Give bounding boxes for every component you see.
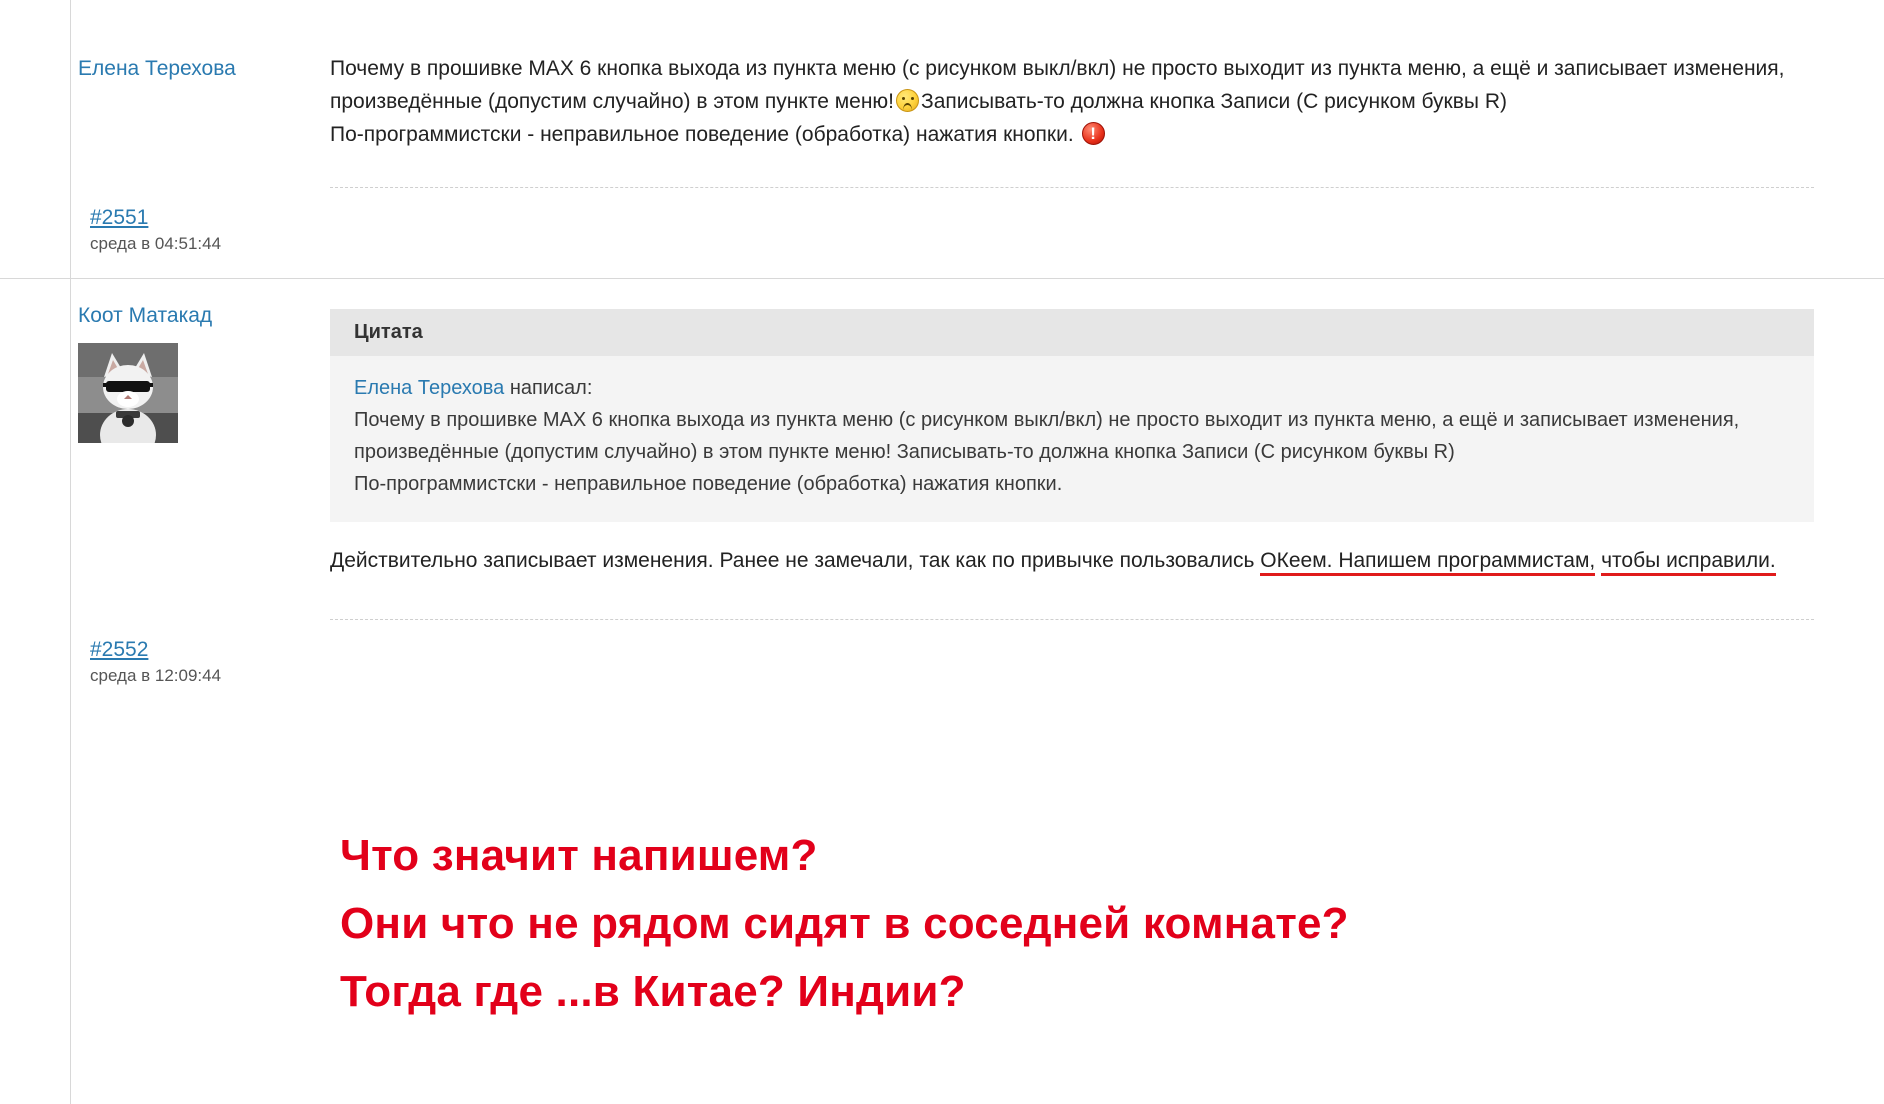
reply-highlight-2: чтобы исправили. [1601, 549, 1776, 576]
avatar[interactable] [78, 343, 178, 443]
quote-attribution [354, 372, 1790, 404]
post-2-side [0, 299, 330, 443]
cat-avatar-icon [78, 343, 178, 443]
red-exclamation-icon [1082, 122, 1105, 145]
post-1-side [0, 52, 330, 82]
red-annotation [340, 822, 1349, 1026]
post-2-reply-text [330, 544, 1814, 577]
post-1-text-line-2b: Записывать-то должна кнопка Записи (С [921, 90, 1319, 113]
post-1-bottom-spacer [0, 151, 1884, 187]
quote-text-line-4: По-программистски - неправильное поведение (обработка) нажатия кнопки. [354, 473, 1063, 495]
post-1-author-link[interactable]: Елена Терехова [78, 57, 236, 80]
quote-body [330, 356, 1814, 522]
post-1-text-line-1: Почему в прошивке MAX 6 кнопка выхода из пункта меню (с рисунком выкл/вкл) не просто выходит из пункта меню, а ещё и [330, 57, 1549, 80]
quote-author-suffix: написал: [509, 377, 593, 399]
quote-text-line-2: записывает изменения, произведённые (допустим случайно) в этом пункте меню! Записывать-то должна кнопка Записи (С [354, 409, 1740, 463]
post-2-timestamp: среда в 12:09:44 [90, 666, 222, 685]
post-1-message-paragraph-1 [330, 52, 1814, 118]
reply-highlight-1: ОКеем. Напишем программистам, [1260, 549, 1595, 576]
post-2 [0, 299, 1884, 577]
reply-plain-text: Действительно записывает изменения. Ранее не замечали, так как по привычке пользовались [330, 549, 1261, 572]
post-2-author-link[interactable]: Коот Матакад [78, 304, 213, 327]
annotation-line-3: Тогда где ...в Китае? Индии? [340, 967, 966, 1016]
post-1-meta-spacer [0, 188, 1884, 204]
post-2-meta-spacer [0, 620, 1884, 636]
post-1-message-paragraph-2 [330, 118, 1814, 151]
post-1 [0, 52, 1884, 151]
post-2-top-spacer [0, 279, 1884, 299]
quote-text-line-1: Почему в прошивке MAX 6 кнопка выхода из пункта меню (с рисунком выкл/вкл) не просто выходит из пункта меню, а ещё и [354, 409, 1515, 431]
sad-face-icon [896, 89, 919, 112]
annotation-line-2: Они что не рядом сидят в соседней комнате? [340, 899, 1349, 948]
post-1-text-line-2: записывает изменения, произведённые (допустим случайно) в этом пункте меню! [330, 57, 1785, 113]
quote-text-line-3: рисунком буквы R) [1280, 441, 1455, 463]
quote-text-2 [354, 468, 1790, 500]
between-posts-spacer [0, 256, 1884, 278]
post-1-body [330, 52, 1884, 151]
quote-text [354, 404, 1790, 468]
post-1-message [330, 52, 1814, 151]
post-1-meta [0, 204, 1884, 256]
quote-author-link[interactable]: Елена Терехова [354, 377, 505, 399]
post-2-meta [0, 636, 1884, 688]
annotation-line-1: Что значит напишем? [340, 831, 818, 880]
post-1-text-line-3: рисунком буквы R) [1324, 90, 1507, 113]
post-2-body [330, 299, 1884, 577]
quote-block [330, 309, 1814, 522]
post-1-timestamp: среда в 04:51:44 [90, 234, 222, 253]
top-spacer [0, 0, 1884, 52]
post-2-permalink[interactable]: #2552 [90, 638, 149, 661]
quote-title: Цитата [330, 309, 1814, 356]
post-2-bottom-spacer [0, 577, 1884, 619]
post-1-text-line-4: По-программистски - неправильное поведение (обработка) нажатия кнопки. [330, 123, 1074, 146]
post-1-permalink[interactable]: #2551 [90, 206, 149, 229]
